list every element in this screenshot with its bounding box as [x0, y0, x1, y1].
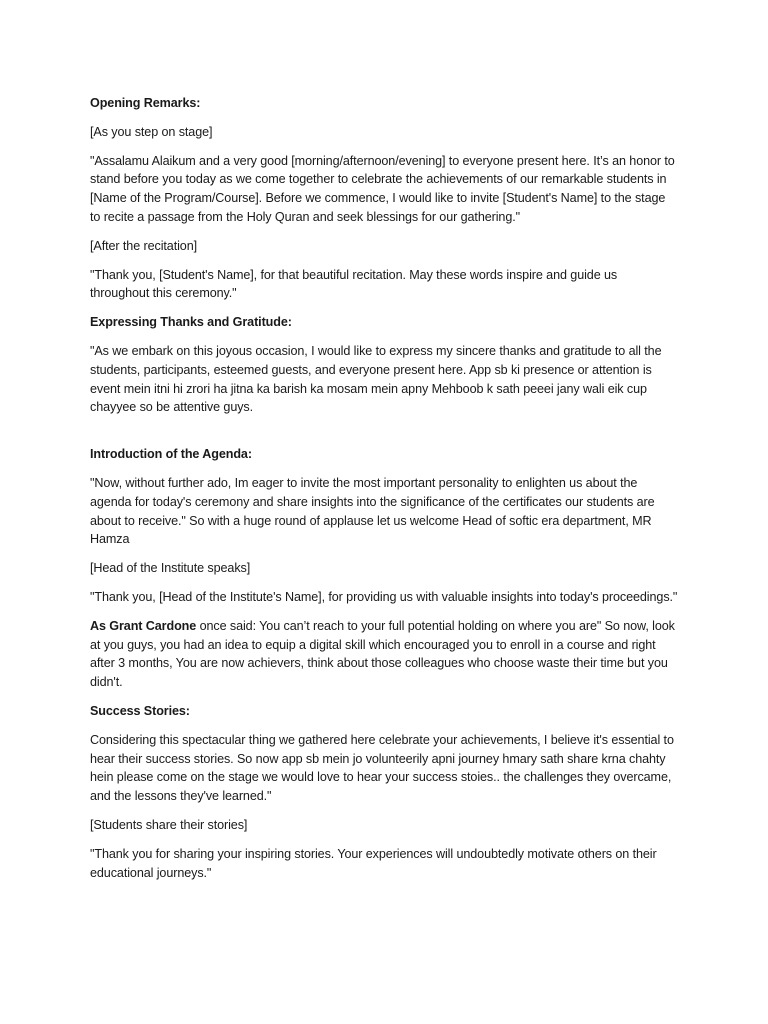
cardone-text: once said: You can’t reach to your full potential holding on where you are" So now, look at you guys, you had an idea to equip a digital skill which encouraged you to enroll in a course and right after 3 months, You are now achievers, think about those colleagues who choose waste their time but you didn't. — [90, 618, 675, 690]
stories-note: [Students share their stories] — [90, 817, 248, 832]
blank-line — [90, 427, 678, 445]
gratitude-paragraph: "As we embark on this joyous occasion, I would like to express my sincere thanks and gratitude to all the students, participants, esteemed guests, and everyone present here. App sb ki presence or attention is event mein itni hi zrori ha jitna ka barish ka mosam mein apny Mehboob k sath peeei jany wali eik cup chayyee so be attentive guys. — [90, 343, 662, 415]
thanks-recitation-paragraph: "Thank you, [Student's Name], for that beautiful recitation. May these words inspire and guide us throughout this ceremony." — [90, 267, 618, 301]
gratitude-heading: Expressing Thanks and Gratitude: — [90, 315, 292, 330]
agenda-paragraph: "Now, without further ado, Im eager to invite the most important personality to enlighten us about the agenda for today's ceremony and share insights into the significance of the certificates our students are about to receive." So with a huge round of applause let us welcome Head of softic era department, MR Hamza — [90, 475, 655, 547]
cardone-paragraph — [90, 617, 678, 692]
thanks-stories-paragraph: "Thank you for sharing your inspiring stories. Your experiences will undoubtedly motivate others on their educational journeys." — [90, 846, 657, 880]
agenda-heading: Introduction of the Agenda: — [90, 447, 252, 462]
opening-paragraph: "Assalamu Alaikum and a very good [morning/afternoon/evening] to everyone present here. It’s an honor to stand before you today as we come together to celebrate the achievements of our remarkable students in [Name of the Program/Course]. Before we commence, I would like to invite [Student's Name] to the stage to recite a passage from the Holy Quran and seek blessings for our gathering." — [90, 153, 675, 224]
recitation-note: [After the recitation] — [90, 238, 197, 253]
stage-note: [As you step on stage] — [90, 124, 213, 139]
thanks-head-paragraph: "Thank you, [Head of the Institute's Name], for providing us with valuable insights into today's proceedings." — [90, 589, 678, 604]
opening-remarks-heading: Opening Remarks: — [90, 96, 201, 110]
success-stories-heading: Success Stories: — [90, 703, 190, 718]
cardone-bold-text: As Grant Cardone — [90, 618, 197, 633]
success-stories-paragraph: Considering this spectacular thing we gathered here celebrate your achievements, I believe it's essential to hear their success stories. So now app sb mein jo volunteerily apni journey hmary sath share krna chahty hein please come on the stage we would love to hear your success stoies.. the challenges they overcame, and the lessons they've learned." — [90, 732, 674, 804]
head-speaks-note: [Head of the Institute speaks] — [90, 561, 251, 576]
